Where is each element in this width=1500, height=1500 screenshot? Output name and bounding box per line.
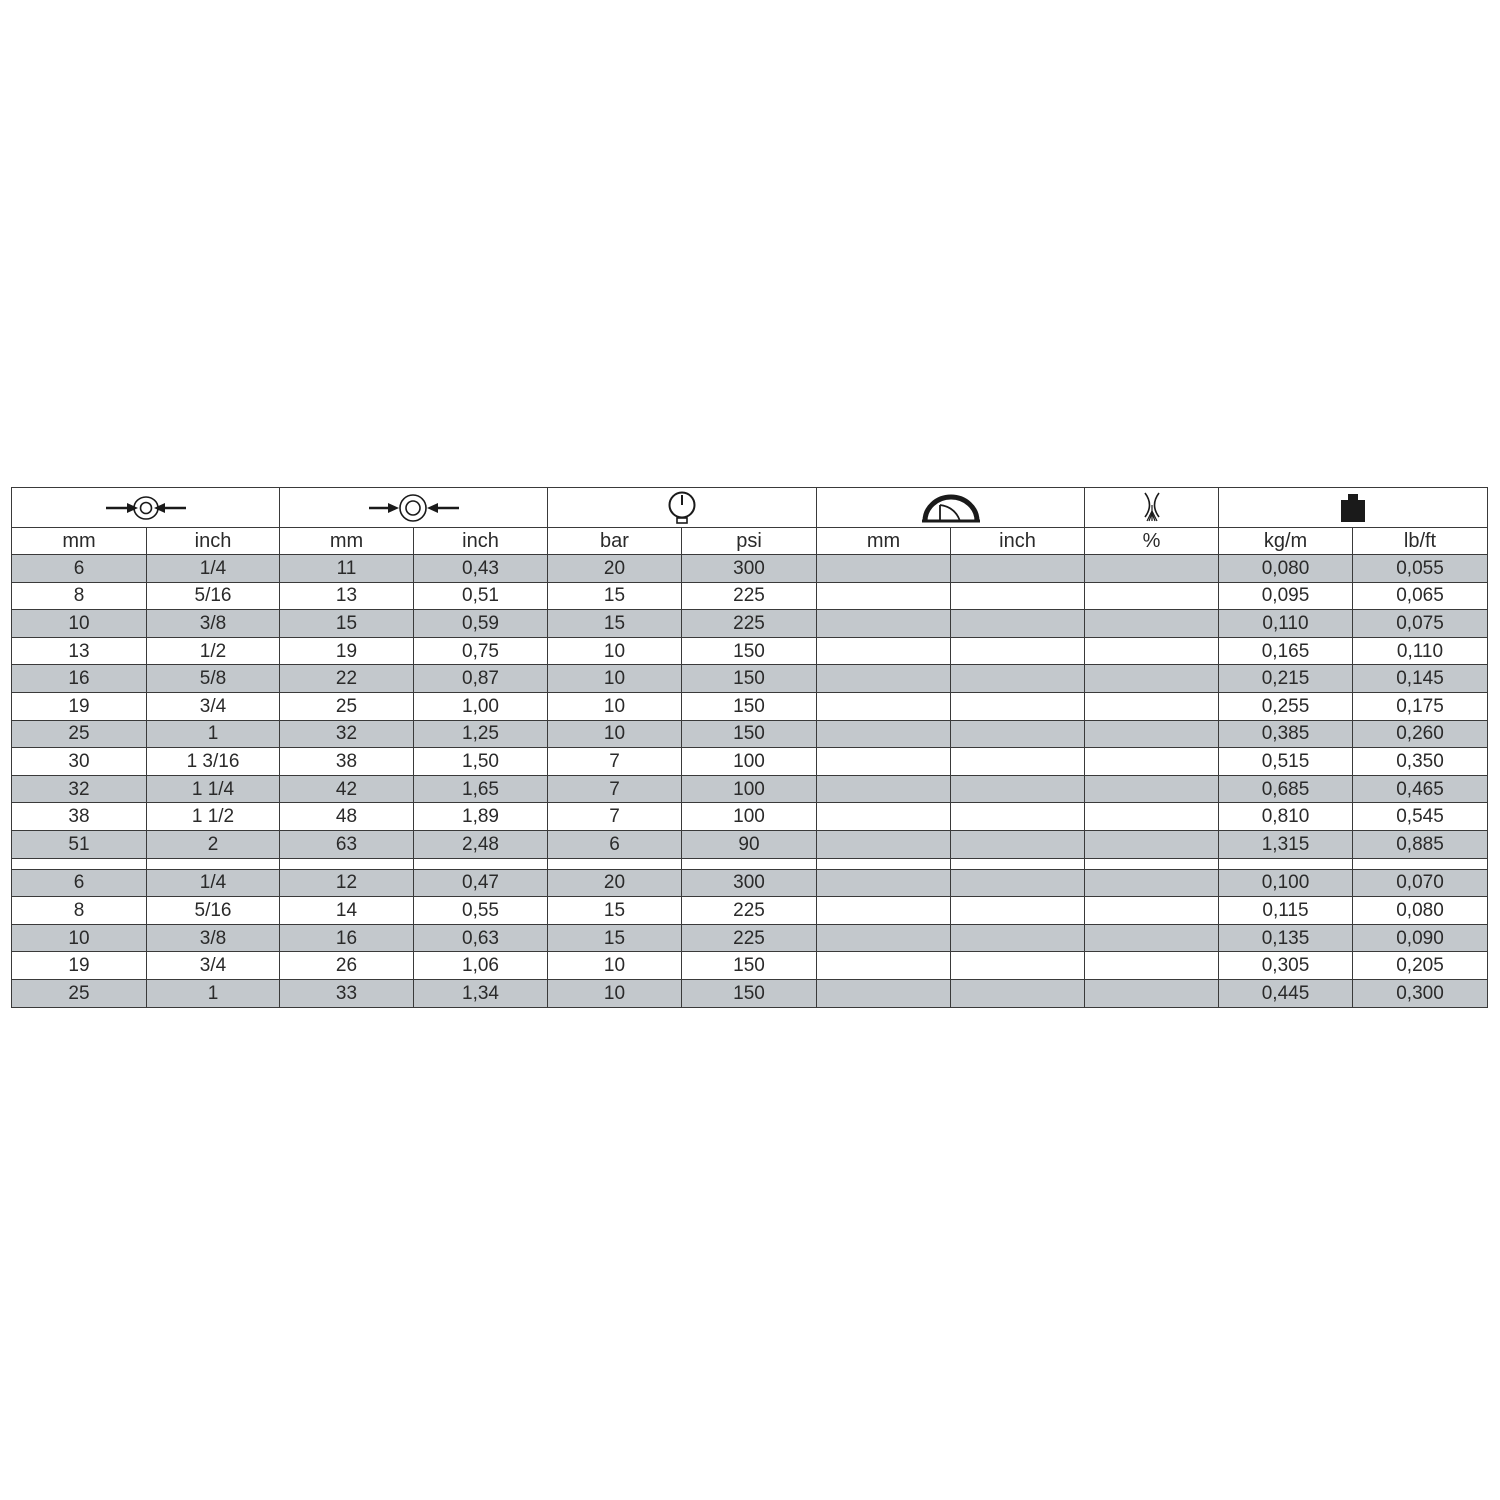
pressure-gauge-icon — [666, 491, 698, 525]
table-row — [12, 692, 1488, 720]
table-cell: 30 — [12, 748, 147, 776]
working-pressure-header — [548, 488, 817, 528]
table-cell: 32 — [280, 720, 414, 748]
table-cell: 0,545 — [1353, 803, 1488, 831]
table-row — [12, 830, 1488, 858]
table-cell: 100 — [682, 775, 817, 803]
table-cell: 42 — [280, 775, 414, 803]
table-cell: 10 — [548, 692, 682, 720]
table-cell — [951, 692, 1085, 720]
table-cell — [817, 924, 951, 952]
table-cell — [1085, 803, 1219, 831]
unit-header-cell: mm — [817, 528, 951, 555]
table-cell: 0,47 — [414, 869, 548, 897]
table-cell — [1085, 555, 1219, 583]
table-cell — [817, 582, 951, 610]
table-cell — [1085, 979, 1219, 1007]
bend-radius-icon — [922, 493, 980, 523]
separator-cell — [280, 858, 414, 869]
table-cell — [1085, 952, 1219, 980]
table-cell: 1 3/16 — [147, 748, 280, 776]
vacuum-header — [1085, 488, 1219, 528]
table-cell: 32 — [12, 775, 147, 803]
table-cell: 0,515 — [1219, 748, 1353, 776]
table-cell: 38 — [280, 748, 414, 776]
table-cell: 1,89 — [414, 803, 548, 831]
separator-cell — [548, 858, 682, 869]
table-cell: 51 — [12, 830, 147, 858]
table-cell — [1085, 748, 1219, 776]
table-cell: 7 — [548, 775, 682, 803]
table-row — [12, 775, 1488, 803]
table-cell: 5/16 — [147, 897, 280, 925]
hose-specification-table — [11, 487, 1488, 1008]
table-cell: 90 — [682, 830, 817, 858]
table-cell — [1085, 924, 1219, 952]
table-row — [12, 869, 1488, 897]
separator-cell — [12, 858, 147, 869]
table-cell — [951, 952, 1085, 980]
outer-diameter-icon — [367, 493, 461, 523]
table-cell: 1 — [147, 720, 280, 748]
table-cell: 22 — [280, 665, 414, 693]
table-cell: 150 — [682, 665, 817, 693]
table-cell: 10 — [12, 610, 147, 638]
table-cell: 0,055 — [1353, 555, 1488, 583]
table-cell: 6 — [12, 555, 147, 583]
table-cell: 0,090 — [1353, 924, 1488, 952]
table-cell — [817, 720, 951, 748]
table-cell: 0,685 — [1219, 775, 1353, 803]
table-cell: 150 — [682, 720, 817, 748]
table-row — [12, 720, 1488, 748]
table-cell: 3/8 — [147, 924, 280, 952]
table-cell: 3/4 — [147, 952, 280, 980]
table-cell: 225 — [682, 610, 817, 638]
table-cell — [951, 582, 1085, 610]
table-cell: 0,070 — [1353, 869, 1488, 897]
table-cell: 3/8 — [147, 610, 280, 638]
table-cell: 0,135 — [1219, 924, 1353, 952]
table-cell: 25 — [12, 720, 147, 748]
table-cell: 5/8 — [147, 665, 280, 693]
table-cell: 0,110 — [1219, 610, 1353, 638]
table-cell — [817, 869, 951, 897]
table-row — [12, 582, 1488, 610]
unit-header-row — [12, 528, 1488, 555]
table-cell — [817, 897, 951, 925]
separator-cell — [414, 858, 548, 869]
separator-cell — [682, 858, 817, 869]
table-cell — [817, 775, 951, 803]
table-cell: 0,095 — [1219, 582, 1353, 610]
table-cell: 0,51 — [414, 582, 548, 610]
table-cell: 225 — [682, 582, 817, 610]
table-cell: 0,465 — [1353, 775, 1488, 803]
table-cell: 7 — [548, 748, 682, 776]
table-cell: 19 — [12, 952, 147, 980]
group-separator-row — [12, 858, 1488, 869]
table-cell: 0,080 — [1219, 555, 1353, 583]
table-cell: 15 — [280, 610, 414, 638]
table-cell: 1 1/2 — [147, 803, 280, 831]
table-cell — [817, 979, 951, 1007]
table-cell — [817, 692, 951, 720]
table-cell: 13 — [12, 637, 147, 665]
table-cell — [951, 803, 1085, 831]
table-cell: 0,87 — [414, 665, 548, 693]
table-cell: 1,65 — [414, 775, 548, 803]
table-cell — [1085, 610, 1219, 638]
table-cell — [817, 830, 951, 858]
table-cell: 10 — [548, 720, 682, 748]
table-cell — [817, 555, 951, 583]
unit-header-cell: inch — [147, 528, 280, 555]
table-cell: 0,63 — [414, 924, 548, 952]
table-cell: 0,100 — [1219, 869, 1353, 897]
table-cell — [951, 869, 1085, 897]
table-cell: 0,065 — [1353, 582, 1488, 610]
separator-cell — [1219, 858, 1353, 869]
table-row — [12, 897, 1488, 925]
table-cell — [1085, 692, 1219, 720]
separator-cell — [817, 858, 951, 869]
table-cell: 0,255 — [1219, 692, 1353, 720]
table-cell: 19 — [12, 692, 147, 720]
table-cell: 1/4 — [147, 555, 280, 583]
table-cell — [817, 803, 951, 831]
table-cell — [951, 979, 1085, 1007]
table-cell: 25 — [12, 979, 147, 1007]
table-cell — [951, 924, 1085, 952]
table-cell: 13 — [280, 582, 414, 610]
table-cell: 10 — [12, 924, 147, 952]
table-cell: 12 — [280, 869, 414, 897]
table-cell: 100 — [682, 803, 817, 831]
table-cell: 1,06 — [414, 952, 548, 980]
table-cell: 225 — [682, 924, 817, 952]
table-cell: 0,215 — [1219, 665, 1353, 693]
unit-header-cell: inch — [951, 528, 1085, 555]
table-cell: 1,315 — [1219, 830, 1353, 858]
table-cell — [951, 637, 1085, 665]
table-cell: 16 — [280, 924, 414, 952]
table-cell: 6 — [12, 869, 147, 897]
inner-diameter-icon — [104, 495, 188, 521]
table-row — [12, 665, 1488, 693]
table-cell: 15 — [548, 582, 682, 610]
table-cell: 20 — [548, 555, 682, 583]
table-cell: 10 — [548, 979, 682, 1007]
table-cell — [951, 775, 1085, 803]
weight-icon — [1339, 492, 1367, 524]
unit-header-cell: psi — [682, 528, 817, 555]
table-cell: 150 — [682, 692, 817, 720]
separator-cell — [147, 858, 280, 869]
table-cell: 150 — [682, 979, 817, 1007]
unit-header-cell: % — [1085, 528, 1219, 555]
table-cell — [951, 555, 1085, 583]
header-icon-row — [12, 488, 1488, 528]
table-cell — [1085, 582, 1219, 610]
table-cell: 0,205 — [1353, 952, 1488, 980]
table-cell: 0,075 — [1353, 610, 1488, 638]
table-cell: 0,75 — [414, 637, 548, 665]
table-cell: 150 — [682, 637, 817, 665]
table-cell: 10 — [548, 952, 682, 980]
table-cell: 0,175 — [1353, 692, 1488, 720]
table-cell: 15 — [548, 897, 682, 925]
table-cell: 63 — [280, 830, 414, 858]
table-row — [12, 924, 1488, 952]
table-cell — [951, 610, 1085, 638]
table-cell: 2,48 — [414, 830, 548, 858]
separator-cell — [951, 858, 1085, 869]
table-cell: 19 — [280, 637, 414, 665]
table-cell: 0,300 — [1353, 979, 1488, 1007]
table-cell: 16 — [12, 665, 147, 693]
table-cell: 0,445 — [1219, 979, 1353, 1007]
table-cell: 1/2 — [147, 637, 280, 665]
table-row — [12, 610, 1488, 638]
table-cell: 300 — [682, 555, 817, 583]
table-row — [12, 555, 1488, 583]
table-cell: 0,350 — [1353, 748, 1488, 776]
unit-header-cell: lb/ft — [1353, 528, 1488, 555]
table-cell: 1,34 — [414, 979, 548, 1007]
table-row — [12, 979, 1488, 1007]
table-cell — [817, 610, 951, 638]
inner-diameter-header — [12, 488, 280, 528]
unit-header-cell: mm — [12, 528, 147, 555]
unit-header-cell: bar — [548, 528, 682, 555]
table-row — [12, 748, 1488, 776]
table-cell: 0,260 — [1353, 720, 1488, 748]
table-cell: 6 — [548, 830, 682, 858]
table-cell: 1/4 — [147, 869, 280, 897]
table-cell: 0,115 — [1219, 897, 1353, 925]
table-cell — [817, 637, 951, 665]
table-cell — [1085, 830, 1219, 858]
table-cell: 0,305 — [1219, 952, 1353, 980]
table-cell: 11 — [280, 555, 414, 583]
table-cell: 0,080 — [1353, 897, 1488, 925]
table-cell: 1,25 — [414, 720, 548, 748]
table-cell: 1,50 — [414, 748, 548, 776]
table-cell: 25 — [280, 692, 414, 720]
table-cell — [1085, 869, 1219, 897]
table-cell — [1085, 775, 1219, 803]
table-cell — [817, 665, 951, 693]
table-cell — [1085, 720, 1219, 748]
table-cell: 8 — [12, 897, 147, 925]
table-cell: 0,165 — [1219, 637, 1353, 665]
table-cell — [1085, 637, 1219, 665]
table-cell — [951, 748, 1085, 776]
table-row — [12, 952, 1488, 980]
weight-header — [1219, 488, 1488, 528]
unit-header-cell: mm — [280, 528, 414, 555]
table-cell: 0,59 — [414, 610, 548, 638]
table-cell: 1 — [147, 979, 280, 1007]
table-cell: 2 — [147, 830, 280, 858]
table-cell: 15 — [548, 610, 682, 638]
table-cell: 0,55 — [414, 897, 548, 925]
table-cell: 1,00 — [414, 692, 548, 720]
vacuum-icon — [1139, 491, 1165, 525]
separator-cell — [1353, 858, 1488, 869]
table-cell: 10 — [548, 637, 682, 665]
table-cell: 5/16 — [147, 582, 280, 610]
table-cell: 26 — [280, 952, 414, 980]
table-cell: 8 — [12, 582, 147, 610]
table-cell: 0,43 — [414, 555, 548, 583]
table-cell — [817, 952, 951, 980]
table-cell — [951, 665, 1085, 693]
table-cell: 38 — [12, 803, 147, 831]
table-cell — [817, 748, 951, 776]
table-cell: 0,810 — [1219, 803, 1353, 831]
table-cell: 100 — [682, 748, 817, 776]
separator-cell — [1085, 858, 1219, 869]
table-cell — [951, 897, 1085, 925]
table-cell: 48 — [280, 803, 414, 831]
table-cell — [951, 830, 1085, 858]
table-cell — [1085, 665, 1219, 693]
table-cell: 0,110 — [1353, 637, 1488, 665]
table-cell: 3/4 — [147, 692, 280, 720]
table-cell: 15 — [548, 924, 682, 952]
table-cell: 300 — [682, 869, 817, 897]
table-cell: 14 — [280, 897, 414, 925]
table-cell — [951, 720, 1085, 748]
table-cell: 20 — [548, 869, 682, 897]
table-cell: 0,885 — [1353, 830, 1488, 858]
unit-header-cell: inch — [414, 528, 548, 555]
table-cell: 7 — [548, 803, 682, 831]
table-cell: 1 1/4 — [147, 775, 280, 803]
table-row — [12, 803, 1488, 831]
table-cell: 150 — [682, 952, 817, 980]
unit-header-cell: kg/m — [1219, 528, 1353, 555]
outer-diameter-header — [280, 488, 548, 528]
table-cell — [1085, 897, 1219, 925]
bend-radius-header — [817, 488, 1085, 528]
table-cell: 225 — [682, 897, 817, 925]
table-cell: 33 — [280, 979, 414, 1007]
table-cell: 10 — [548, 665, 682, 693]
table-cell: 0,385 — [1219, 720, 1353, 748]
table-row — [12, 637, 1488, 665]
table-cell: 0,145 — [1353, 665, 1488, 693]
